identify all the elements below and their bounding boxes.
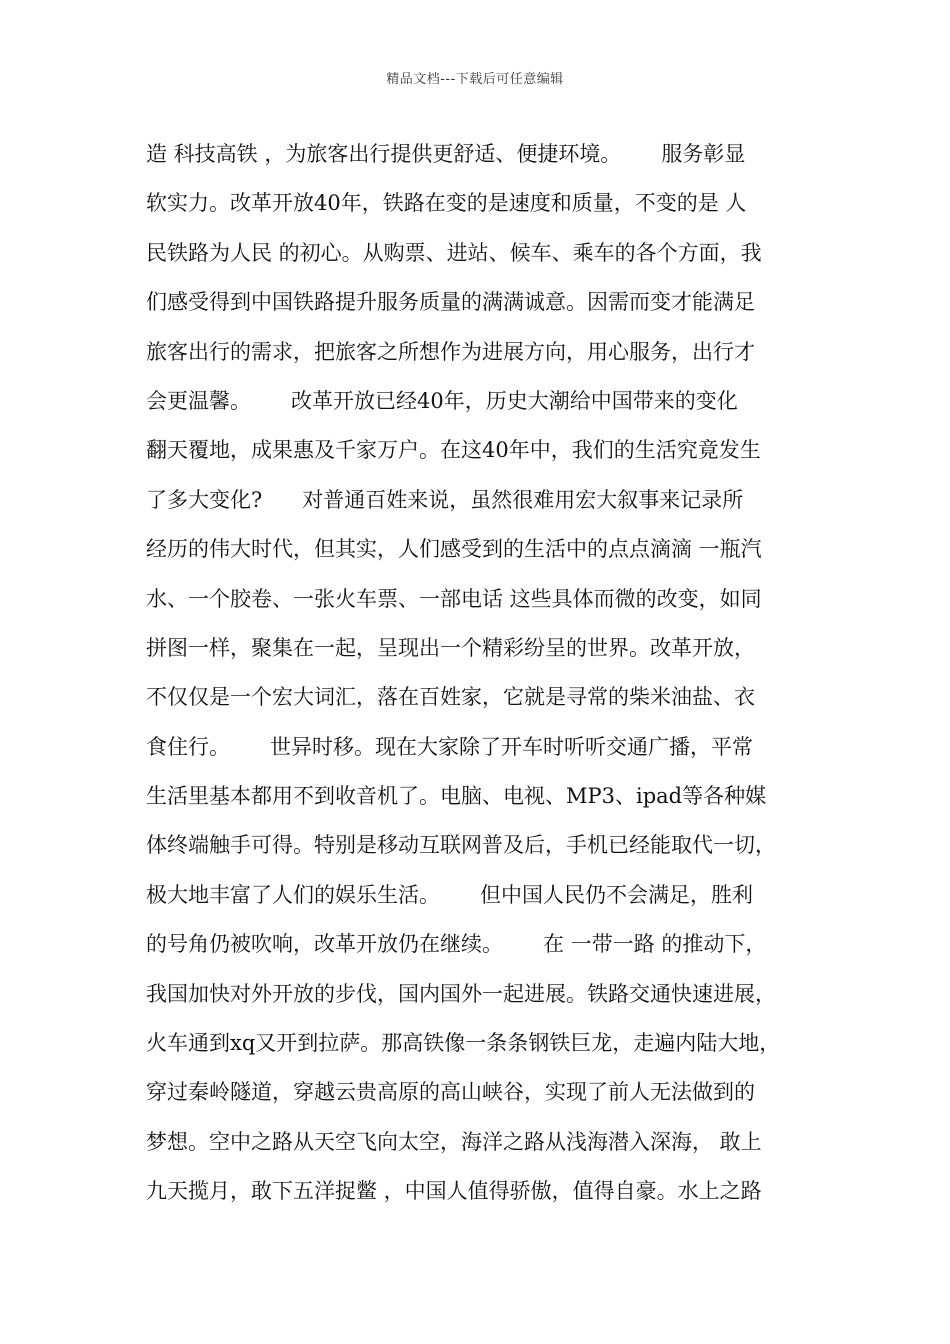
- text-line: 的号角仍被吹响，改革开放仍在继续。 在 一带一路 的推动下，: [146, 932, 767, 957]
- body-text: [146, 130, 826, 1217]
- text-line: 火车通到xq又开到拉萨。那高铁像一条条钢铁巨龙，走遍内陆大地，: [146, 1031, 781, 1056]
- text-line: 会更温馨。 改革开放已经40年，历史大潮给中国带来的变化: [146, 388, 738, 413]
- text-line: 食住行。 世异时移。现在大家除了开车时听听交通广播，平常: [146, 734, 754, 759]
- text-line: 旅客出行的需求，把旅客之所想作为进展方向，用心服务，出行才: [146, 339, 755, 364]
- text-line: 生活里基本都用不到收音机了。电脑、电视、MP3、ipad等各种媒: [146, 784, 767, 809]
- text-line: 造 科技高铁 ，为旅客出行提供更舒适、便捷环境。 服务彰显: [146, 142, 746, 166]
- text-line: 体终端触手可得。特别是移动互联网普及后，手机已经能取代一切，: [146, 833, 776, 858]
- page-header: 精品文档---下载后可任意编辑: [386, 72, 564, 87]
- text-line: 经历的伟大时代，但其实，人们感受到的生活中的点点滴滴 一瓶汽: [146, 537, 762, 562]
- text-line: 不仅仅是一个宏大词汇，落在百姓家，它就是寻常的柴米油盐、衣: [146, 685, 755, 710]
- text-line: 拼图一样，聚集在一起，呈现出一个精彩纷呈的世界。改革开放，: [146, 635, 755, 660]
- text-line: 极大地丰富了人们的娱乐生活。 但中国人民仍不会满足，胜利: [146, 882, 754, 907]
- text-line: 水、一个胶卷、一张火车票、一部电话 这些具体而微的改变，如同: [146, 586, 762, 611]
- text-line: 民铁路为人民 的初心。从购票、进站、候车、乘车的各个方面，我: [146, 240, 762, 265]
- text-line: 九天揽月，敢下五洋捉鳖 ，中国人值得骄傲，值得自豪。水上之路: [146, 1179, 762, 1204]
- text-line: 我国加快对外开放的步伐，国内国外一起进展。铁路交通快速进展，: [146, 981, 776, 1006]
- text-line: 梦想。空中之路从天空飞向太空，海洋之路从浅海潜入深海， 敢上: [146, 1129, 762, 1154]
- text-line: 穿过秦岭隧道，穿越云贵高原的高山峡谷，实现了前人无法做到的: [146, 1080, 755, 1105]
- text-line: 们感受得到中国铁路提升服务质量的满满诚意。因需而变才能满足: [146, 290, 755, 315]
- text-line: 了多大变化? 对普通百姓来说，虽然很难用宏大叙事来记录所: [146, 487, 744, 512]
- text-line: 软实力。改革开放40年，铁路在变的是速度和质量，不变的是 人: [146, 191, 747, 216]
- text-line: 翻天覆地，成果惠及千家万户。在这40年中，我们的生活究竟发生: [146, 438, 761, 463]
